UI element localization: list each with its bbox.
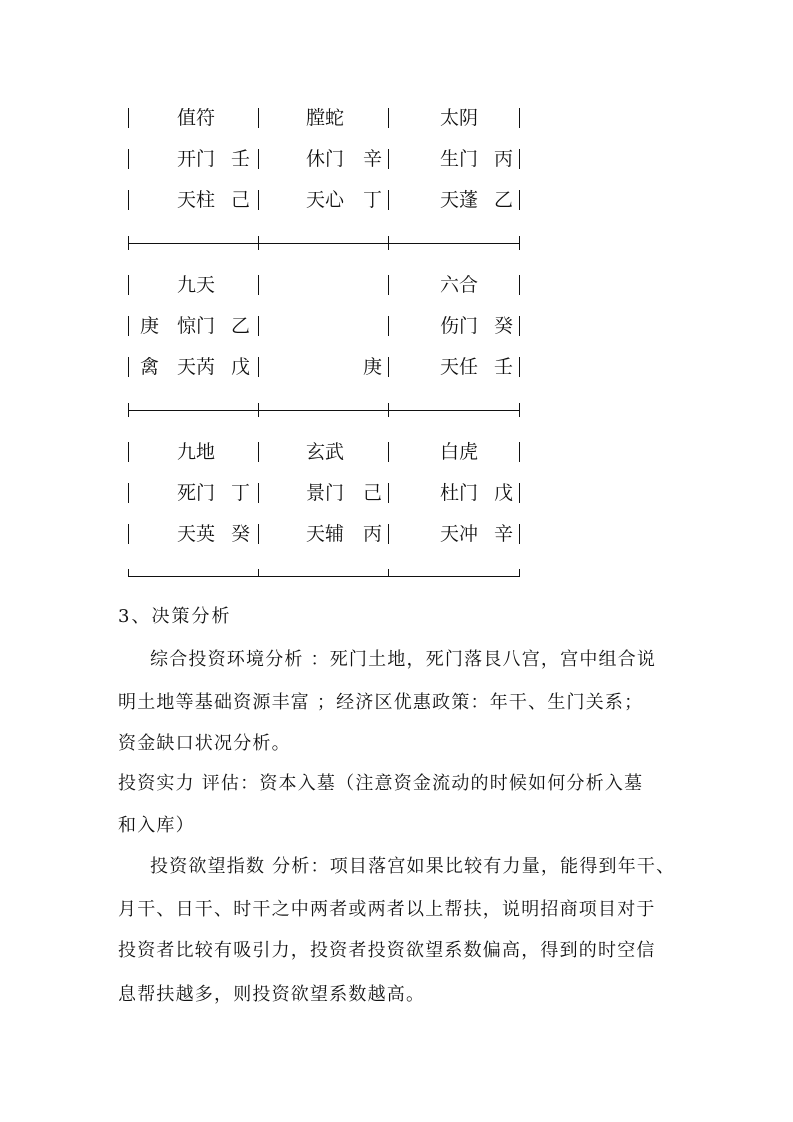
paragraph-line: 投资实力 评估：资本入墓（注意资金流动的时候如何分析入墓 (118, 773, 644, 794)
grid-vertical-bar (388, 524, 389, 544)
palace-door: 死门 (177, 482, 216, 504)
palace-door-stem: 丁 (231, 482, 251, 504)
grid-vertical-bar (519, 108, 520, 128)
palace-door-stem: 乙 (231, 315, 251, 337)
section-heading: 3、决策分析 (118, 606, 232, 627)
palace-door: 休门 (306, 148, 345, 170)
grid-vertical-bar (388, 190, 389, 210)
palace-left-star: 禽 (140, 356, 160, 378)
paragraph-line: 投资者比较有吸引力，投资者投资欲望系数偏高，得到的时空信 (118, 940, 656, 961)
grid-vertical-bar (388, 357, 389, 377)
grid-joint (388, 569, 389, 577)
palace-door: 生门 (440, 148, 479, 170)
palace-door: 开门 (177, 148, 216, 170)
grid-vertical-bar (519, 357, 520, 377)
palace-star-stem: 丁 (363, 189, 383, 211)
palace-door-stem: 戊 (494, 482, 514, 504)
palace-star-stem: 戊 (231, 356, 251, 378)
paragraph-line: 月干、日干、时干之中两者或两者以上帮扶，说明招商项目对于 (118, 899, 656, 920)
grid-vertical-bar (258, 149, 259, 169)
palace-star: 天心 (306, 189, 345, 211)
grid-joint (258, 403, 259, 417)
palace-god: 六合 (440, 274, 479, 296)
grid-vertical-bar (128, 108, 129, 128)
grid-vertical-bar (388, 108, 389, 128)
grid-vertical-bar (388, 483, 389, 503)
grid-joint (128, 236, 129, 250)
grid-vertical-bar (388, 149, 389, 169)
palace-god: 膛蛇 (306, 107, 345, 129)
paragraph-line: 投资欲望指数 分析：项目落宫如果比较有力量，能得到年干、 (150, 856, 676, 877)
grid-vertical-bar (258, 108, 259, 128)
palace-star: 天冲 (440, 523, 479, 545)
grid-joint (519, 236, 520, 250)
grid-vertical-bar (519, 442, 520, 462)
grid-vertical-bar (388, 275, 389, 295)
palace-star-stem: 己 (231, 189, 251, 211)
paragraph-line: 和入库） (118, 815, 195, 836)
palace-star: 天英 (177, 523, 216, 545)
grid-separator (128, 243, 519, 244)
palace-star: 天柱 (177, 189, 216, 211)
paragraph-line: 明土地等基础资源丰富 ；经济区优惠政策：年干、生门关系； (118, 692, 644, 713)
palace-star-stem: 乙 (494, 189, 514, 211)
grid-vertical-bar (519, 275, 520, 295)
palace-door-stem: 己 (363, 482, 383, 504)
grid-vertical-bar (128, 149, 129, 169)
grid-vertical-bar (128, 190, 129, 210)
palace-god: 九天 (177, 274, 216, 296)
palace-star-stem: 壬 (494, 356, 514, 378)
grid-vertical-bar (258, 483, 259, 503)
grid-vertical-bar (258, 316, 259, 336)
grid-vertical-bar (258, 275, 259, 295)
palace-god: 白虎 (440, 441, 479, 463)
grid-joint (128, 569, 129, 577)
palace-star: 天任 (440, 356, 479, 378)
grid-vertical-bar (258, 357, 259, 377)
grid-vertical-bar (519, 149, 520, 169)
palace-god: 太阴 (440, 107, 479, 129)
palace-door: 杜门 (440, 482, 479, 504)
palace-star-stem: 丙 (363, 523, 383, 545)
palace-door-stem: 癸 (494, 315, 514, 337)
paragraph-line: 息帮扶越多，则投资欲望系数越高。 (118, 984, 426, 1005)
palace-door: 惊门 (177, 315, 216, 337)
palace-door-stem: 丙 (494, 148, 514, 170)
palace-god: 值符 (177, 107, 216, 129)
palace-door-stem: 辛 (363, 148, 383, 170)
grid-vertical-bar (388, 316, 389, 336)
palace-star-stem: 庚 (363, 356, 383, 378)
palace-door-stem: 壬 (231, 148, 251, 170)
grid-vertical-bar (128, 316, 129, 336)
grid-vertical-bar (128, 357, 129, 377)
grid-joint (258, 236, 259, 250)
grid-joint (258, 569, 259, 577)
grid-vertical-bar (258, 190, 259, 210)
palace-star-stem: 辛 (494, 523, 514, 545)
paragraph-line: 资金缺口状况分析。 (118, 733, 291, 754)
grid-vertical-bar (258, 442, 259, 462)
palace-god: 玄武 (306, 441, 345, 463)
palace-door: 伤门 (440, 315, 479, 337)
grid-vertical-bar (519, 190, 520, 210)
palace-star-stem: 癸 (231, 523, 251, 545)
palace-star: 天芮 (177, 356, 216, 378)
palace-left-stem: 庚 (140, 315, 160, 337)
grid-joint (128, 403, 129, 417)
grid-vertical-bar (128, 524, 129, 544)
grid-vertical-bar (128, 275, 129, 295)
grid-vertical-bar (519, 524, 520, 544)
grid-separator (128, 576, 519, 577)
grid-vertical-bar (519, 483, 520, 503)
grid-vertical-bar (519, 316, 520, 336)
grid-vertical-bar (388, 442, 389, 462)
grid-joint (519, 403, 520, 417)
palace-star: 天辅 (306, 523, 345, 545)
grid-vertical-bar (128, 483, 129, 503)
palace-star: 天蓬 (440, 189, 479, 211)
grid-vertical-bar (128, 442, 129, 462)
grid-joint (519, 569, 520, 577)
grid-joint (388, 236, 389, 250)
grid-vertical-bar (258, 524, 259, 544)
paragraph-line: 综合投资环境分析 ：死门土地，死门落艮八宫，宫中组合说 (150, 649, 657, 670)
grid-joint (388, 403, 389, 417)
palace-door: 景门 (306, 482, 345, 504)
grid-separator (128, 410, 519, 411)
palace-god: 九地 (177, 441, 216, 463)
